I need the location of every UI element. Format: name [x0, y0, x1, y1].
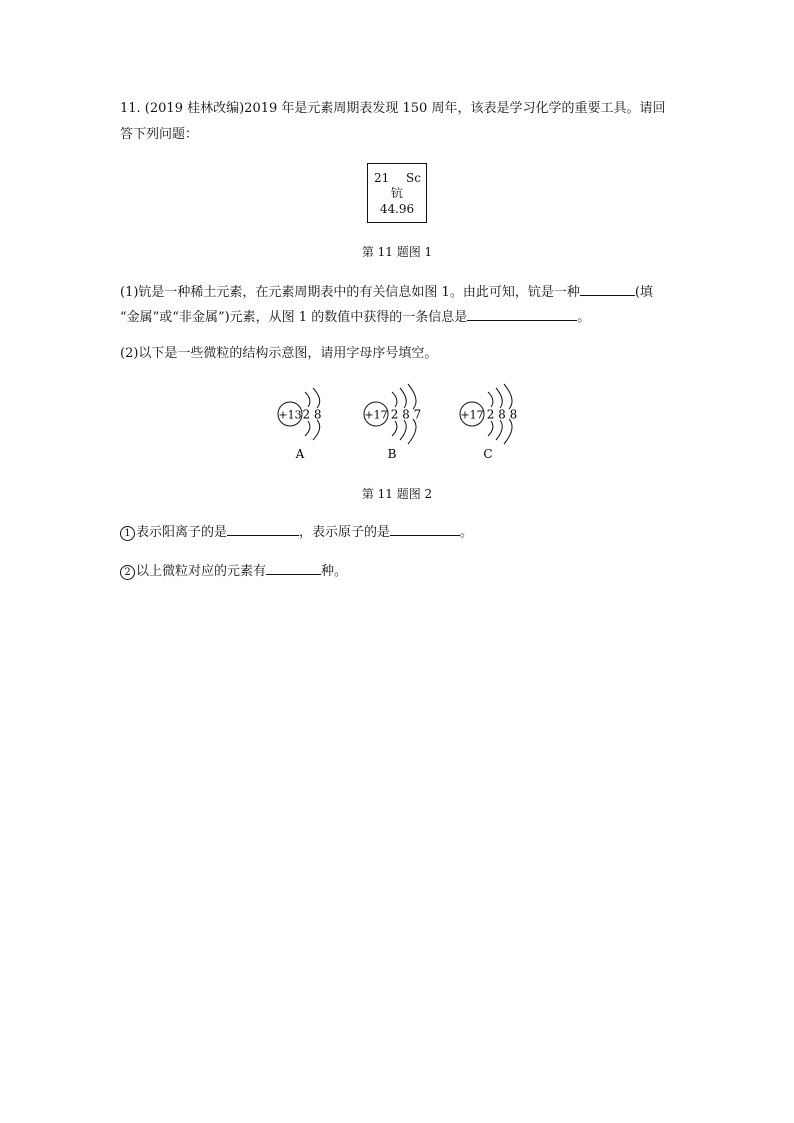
- element-symbol: Sc: [406, 171, 421, 185]
- part1-text-d: 。: [577, 310, 591, 325]
- particle-a: [278, 388, 322, 461]
- part1-text-a: (1)钪是一种稀土元素，在元素周期表中的有关信息如图 1。由此可知，钪是一种: [120, 285, 580, 300]
- circled-number-1: 1: [120, 526, 135, 541]
- figure-1-caption: 第 11 题图 1: [361, 245, 433, 259]
- nucleus-a: +13: [278, 408, 302, 422]
- part2-intro: (2)以下是一些微粒的结构示意图，请用字母序号填空。: [120, 346, 438, 361]
- shells-b: 2 8 7: [390, 407, 422, 422]
- answer-blank-info[interactable]: [467, 308, 577, 321]
- question-line-2: 答下列问题：: [120, 127, 199, 142]
- label-a: A: [295, 447, 305, 461]
- sub1-text-a: 表示阳离子的是: [136, 525, 228, 540]
- nucleus-b: +17: [364, 408, 388, 422]
- shells-c: 2 8 8: [486, 407, 518, 422]
- part1-text-c: “金属”或“非金属”)元素，从图 1 的数值中获得的一条信息是: [120, 310, 468, 325]
- circled-number-2: 2: [120, 565, 135, 580]
- question-line-1: 11. (2019 桂林改编)2019 年是元素周期表发现 150 周年，该表是学习化学的重要工具。请回: [120, 101, 666, 116]
- particle-b: [364, 384, 421, 461]
- figure-2-caption: 第 11 题图 2: [361, 487, 433, 501]
- particle-diagrams: [0, 380, 794, 470]
- label-c: C: [483, 447, 493, 461]
- shells-a: 2 8: [302, 407, 322, 422]
- part1-line-2: [120, 308, 590, 326]
- sub1-text-c: 。: [460, 525, 474, 540]
- element-card: [367, 163, 427, 223]
- answer-blank-atom[interactable]: [390, 523, 460, 536]
- part1-line-1: [120, 283, 653, 301]
- atomic-mass: 44.96: [379, 202, 415, 216]
- particle-c: [460, 384, 517, 461]
- nucleus-c: +17: [460, 408, 484, 422]
- answer-blank-cation[interactable]: [227, 523, 299, 536]
- sub2-text-a: 以上微粒对应的元素有: [136, 564, 267, 579]
- sub2-text-b: 种。: [321, 564, 348, 579]
- label-b: B: [387, 447, 397, 461]
- element-name: 钪: [390, 186, 403, 200]
- part1-text-b: (填: [634, 285, 653, 300]
- sub-question-1: [120, 523, 473, 541]
- answer-blank-metal[interactable]: [580, 283, 635, 296]
- answer-blank-element-count[interactable]: [266, 562, 321, 575]
- sub-question-2: [120, 562, 347, 580]
- sub1-text-b: ，表示原子的是: [299, 525, 391, 540]
- atomic-number: 21: [374, 171, 390, 185]
